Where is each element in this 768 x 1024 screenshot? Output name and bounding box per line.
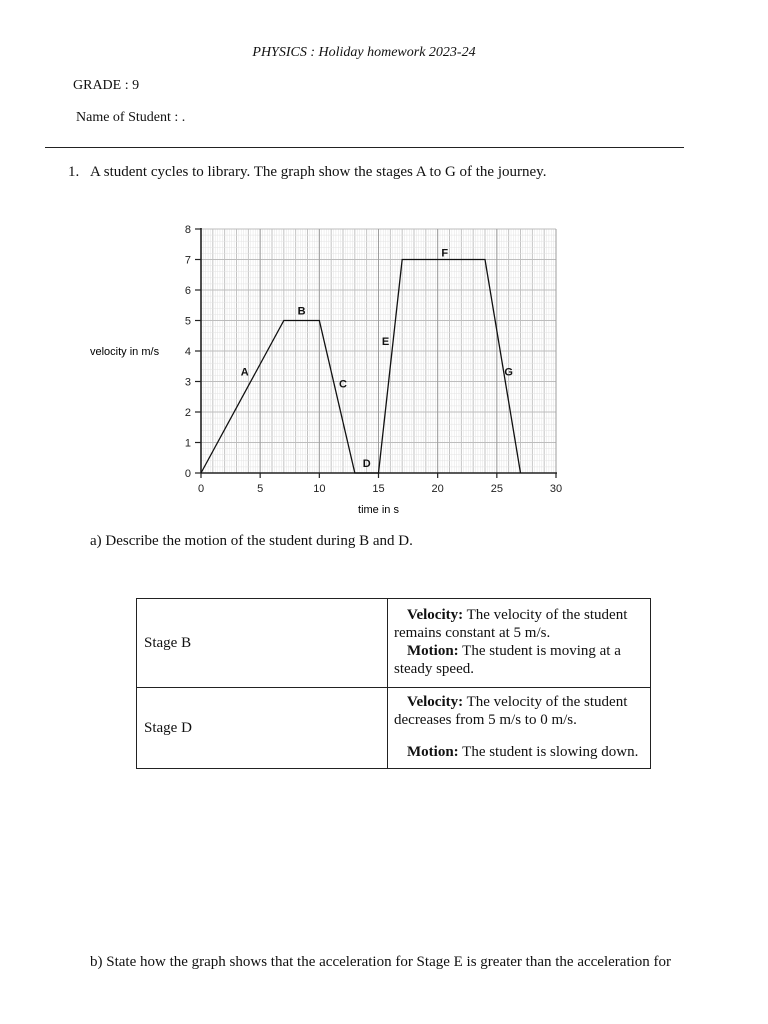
- velocity-label: Velocity:: [407, 694, 464, 710]
- stage-cell: Stage B: [137, 599, 388, 688]
- stage-label-c: C: [339, 378, 347, 391]
- stage-label-e: E: [381, 335, 390, 348]
- y-tick-label: 5: [184, 315, 191, 328]
- y-tick-label: 6: [184, 285, 191, 297]
- table-row: [137, 599, 651, 688]
- stage-label-f: F: [441, 247, 449, 260]
- header-divider: [45, 147, 684, 148]
- x-tick-label: 0: [197, 483, 205, 495]
- x-tick-label: 5: [257, 483, 264, 495]
- answer-table: [136, 598, 651, 769]
- question-1: [68, 164, 546, 181]
- x-tick-label: 15: [372, 483, 385, 495]
- grade-label: GRADE : 9: [73, 78, 140, 93]
- stage-cell: Stage D: [137, 688, 388, 769]
- y-tick-label: 4: [184, 346, 191, 358]
- velocity-time-graph: [85, 220, 575, 520]
- x-tick-label: 10: [313, 483, 326, 495]
- stage-label-a: A: [240, 366, 249, 379]
- motion-label: Motion:: [407, 744, 459, 760]
- x-tick-label: 30: [549, 483, 563, 495]
- y-tick-label: 0: [184, 468, 191, 480]
- x-axis-label: time in s: [358, 504, 399, 516]
- velocity-line: [201, 260, 521, 474]
- motion-label: Motion:: [407, 643, 459, 659]
- motion-text: The student is slowing down.: [458, 744, 639, 760]
- stage-label-b: B: [297, 305, 306, 318]
- stage-label-g: G: [504, 366, 513, 379]
- velocity-text: The velocity of the student decreases from 5 m/s to 0 m/s.: [394, 694, 628, 728]
- y-tick-label: 8: [184, 224, 191, 236]
- y-tick-label: 1: [184, 437, 191, 450]
- y-axis-label: velocity in m/s: [90, 346, 160, 358]
- description-cell: [388, 599, 651, 688]
- motion-text: The student is moving at a steady speed.: [394, 643, 621, 677]
- graph-grid: [201, 229, 556, 473]
- page-title: PHYSICS : Holiday homework 2023-24: [252, 45, 476, 60]
- x-tick-label: 25: [490, 483, 503, 495]
- table-row: [137, 688, 651, 769]
- student-name-label: Name of Student : .: [76, 110, 186, 125]
- y-tick-label: 7: [184, 254, 191, 267]
- stage-label-d: D: [362, 457, 371, 470]
- velocity-label: Velocity:: [407, 607, 464, 623]
- velocity-text: The velocity of the student remains constant at 5 m/s.: [394, 607, 628, 641]
- question-text: A student cycles to library. The graph show the stages A to G of the journey.: [90, 164, 547, 180]
- x-tick-label: 20: [431, 483, 444, 495]
- question-number: 1.: [68, 164, 80, 180]
- part-a-prompt: a) Describe the motion of the student during B and D.: [90, 533, 413, 549]
- part-b-prompt: b) State how the graph shows that the acceleration for Stage E is greater than the acceleration for: [90, 954, 672, 970]
- description-cell: [388, 688, 651, 769]
- y-tick-label: 3: [184, 376, 191, 389]
- graph-series: [201, 260, 521, 474]
- y-tick-label: 2: [184, 407, 191, 419]
